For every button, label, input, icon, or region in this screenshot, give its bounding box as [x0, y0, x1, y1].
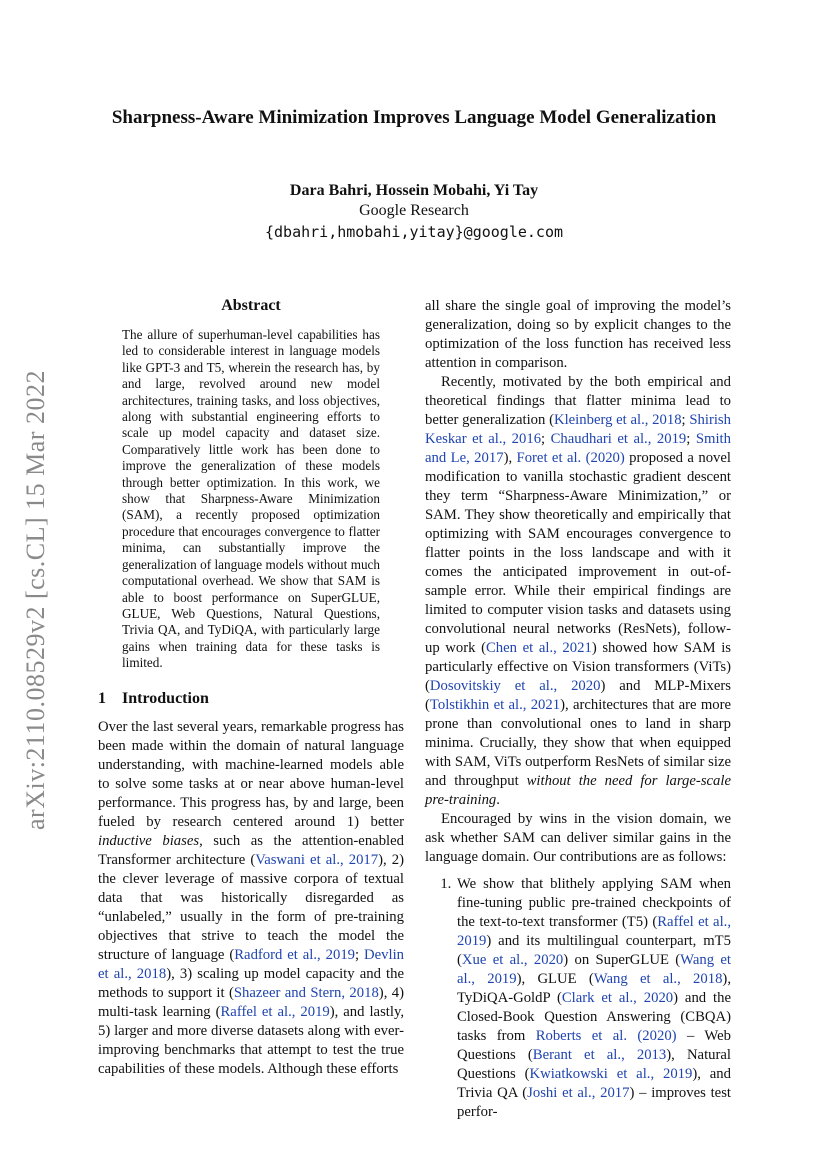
text-run: ; — [686, 431, 696, 447]
paragraph — [425, 373, 731, 810]
text-run: ) – improves test perfor- — [457, 1085, 731, 1120]
author-list: Dara Bahri, Hossein Mobahi, Yi Tay — [289, 182, 539, 199]
citation-link[interactable]: Smith and Le, 2017 — [425, 431, 731, 466]
paragraph: all share the single goal of improving the model’s generalization, doing so by explicit changes to the optimization of the loss function has received less attention in comparison. — [425, 298, 731, 371]
contribution-list — [425, 875, 731, 1122]
emphasis-no-pretraining: without the need for large-scale pre-training — [425, 773, 731, 808]
text-run: ), Natural Questions ( — [457, 1047, 731, 1082]
right-column — [425, 297, 731, 1122]
abstract-heading: Abstract — [221, 297, 281, 314]
citation-link[interactable]: Kwiatkowski et al., 2019 — [529, 1066, 693, 1082]
author-email: {dbahri,hmobahi,yitay}@google.com — [264, 223, 563, 241]
citation-link[interactable]: Radford et al., 2019 — [234, 947, 356, 963]
text-run: ) and the Closed-Book Question Answering (CBQA) tasks from — [457, 990, 731, 1044]
citation-link[interactable]: Chen et al., 2021 — [486, 640, 592, 656]
text-run: ) showed how SAM is particularly effective on Vision transformers (ViTs) ( — [425, 640, 731, 694]
text-run: ; — [541, 431, 551, 447]
list-item — [455, 875, 731, 1122]
emphasis-inductive-biases: inductive biases — [98, 833, 200, 849]
text-run: ), 2) the clever leverage of massive corpora of textual data that was historically disregarded as “unlabeled,” usually in the form of pre-training objectives that strive to teach the model the structure of language ( — [98, 852, 404, 963]
text-run: ), TyDiQA-GoldP ( — [457, 971, 731, 1006]
citation-link[interactable]: Tolstikhin et al., 2021 — [429, 697, 561, 713]
citation-link[interactable]: Raffel et al., 2019 — [457, 914, 731, 949]
citation-link[interactable]: Foret et al. (2020) — [516, 450, 625, 466]
citation-link[interactable]: Kleinberg et al., 2018 — [553, 412, 682, 428]
citation-link[interactable]: Devlin et al., 2018 — [98, 947, 404, 982]
text-run: ), GLUE ( — [516, 971, 594, 987]
text-run: ), architectures that are more prone than convolutional ones to land in sharp minima. Crucially, they show that when equipped with SAM, ViTs outperform ResNets of similar size and throughput — [425, 697, 732, 789]
text-run: We show that blithely applying SAM when fine-tuning public pre-trained checkpoints of the text-to-text transformer (T5) ( — [457, 876, 731, 930]
text-run: ; — [681, 412, 690, 428]
text-run: ), and lastly, 5) larger and more diverse datasets along with ever-improving benchmarks that attempt to test the true capabilities of these models. Although these efforts — [98, 1004, 405, 1077]
text-run: ) and MLP-Mixers ( — [425, 678, 731, 713]
citation-link[interactable]: Wang et al., 2018 — [593, 971, 723, 987]
text-run: ), and Trivia QA ( — [457, 1066, 731, 1101]
text-run: Recently, motivated by the both empirical and theoretical findings that flatter minima lead to better generalization ( — [425, 374, 731, 428]
section-heading-introduction — [98, 689, 404, 709]
paper-title: Sharpness-Aware Minimization Improves Language Model Generalization — [111, 107, 717, 128]
text-run: – Web Questions ( — [457, 1028, 731, 1063]
citation-link[interactable]: Wang et al., 2019 — [457, 952, 731, 987]
citation-link[interactable]: Clark et al., 2020 — [561, 990, 674, 1006]
text-run: ; — [355, 947, 365, 963]
citation-link[interactable]: Xue et al., 2020 — [461, 952, 564, 968]
citation-link[interactable]: Shazeer and Stern, 2018 — [233, 985, 379, 1001]
citation-link[interactable]: Roberts et al. (2020) — [535, 1028, 677, 1044]
text-run: Over the last several years, remarkable progress has been made within the domain of natural language understanding, with machine-learned models able to solve some tasks at or near above human-level performance. This progress has, by and large, been fueled by research centered around 1) better — [98, 719, 404, 830]
text-run: . — [496, 792, 500, 808]
text-run: ) and its multilingual counterpart, mT5 ( — [457, 933, 731, 968]
affiliation: Google Research — [359, 202, 469, 219]
citation-link[interactable]: Joshi et al., 2017 — [527, 1085, 630, 1101]
citation-link[interactable]: Shirish Keskar et al., 2016 — [425, 412, 731, 447]
text-run: , such as the attention-enabled Transformer architecture ( — [98, 833, 404, 868]
text-run: ), — [503, 450, 517, 466]
text-run: proposed a novel modification to vanilla stochastic gradient descent they term “Sharpness-Aware Minimization,” or SAM. They show theoretically and empirically that optimizing with SAM encourages convergence to flatter points in the loss landscape and with it comes the anticipated improvement in out-of-sample error. While their empirical findings are limited to computer vision tasks and datasets using convolutional neural networks (ResNets), follow-up work ( — [425, 450, 731, 656]
citation-link[interactable]: Vaswani et al., 2017 — [255, 852, 379, 868]
arxiv-stamp-text: arXiv:2110.08529v2 [cs.CL] 15 Mar 2022 — [21, 370, 50, 830]
citation-link[interactable]: Chaudhari et al., 2019 — [550, 431, 687, 447]
citation-link[interactable]: Dosovitskiy et al., 2020 — [429, 678, 601, 694]
abstract-body: The allure of superhuman-level capabilities has led to considerable interest in language models like GPT-3 and T5, wherein the research has, by and large, revolved around new model architectures, training tasks, and loss objectives, along with substantial engineering efforts to scale up model capacity and dataset size. Comparatively little work has been done to improve the generalization of these models through better optimization. In this work, we show that Sharpness-Aware Minimization (SAM), a recently proposed optimization procedure that encourages convergence to flatter minima, can substantially improve the generalization of language models without much computational overhead. We show that SAM is able to boost performance on SuperGLUE, GLUE, Web Questions, Natural Questions, Trivia QA, and TyDiQA, with particularly large gains when training data for these tasks is limited. — [122, 327, 380, 671]
text-run: ), 3) scaling up model capacity and the methods to support it ( — [98, 966, 404, 1001]
section-title: Introduction — [122, 690, 209, 707]
section-number: 1 — [98, 690, 106, 707]
citation-link[interactable]: Raffel et al., 2019 — [220, 1004, 330, 1020]
intro-paragraph — [98, 718, 404, 1079]
text-run: ), 4) multi-task learning ( — [98, 985, 404, 1020]
arxiv-stamp — [14, 340, 58, 860]
paragraph: Encouraged by wins in the vision domain, we ask whether SAM can deliver similar gains in the language domain. Our contributions are as follows: — [425, 811, 731, 865]
text-run: ) on SuperGLUE ( — [563, 952, 681, 968]
citation-link[interactable]: Berant et al., 2013 — [532, 1047, 667, 1063]
